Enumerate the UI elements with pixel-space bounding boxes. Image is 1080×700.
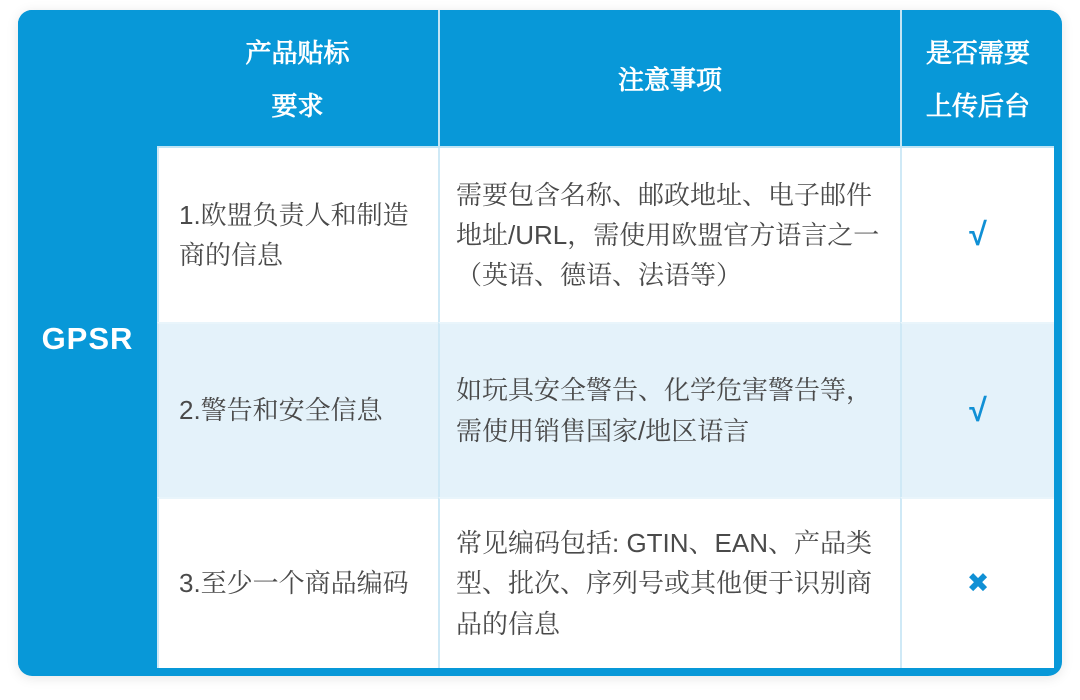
table-grid xyxy=(18,10,1054,668)
header-upload-line1: 是否需要 xyxy=(925,38,1030,68)
table-row-2-note xyxy=(438,322,900,497)
header-labeling-requirements xyxy=(157,10,438,148)
gpsr-requirements-table xyxy=(18,10,1062,676)
table-row-1-note xyxy=(438,148,900,322)
header-labeling-line1: 产品贴标 xyxy=(245,38,350,68)
table-row-3-note xyxy=(438,497,900,668)
row-group-cell xyxy=(18,10,157,668)
note-text: 需要包含名称、邮政地址、电子邮件地址/URL，需使用欧盟官方语言之一（英语、德语、法语等） xyxy=(456,179,880,291)
table-row-1-upload xyxy=(900,148,1054,322)
table-row-2-requirement xyxy=(157,322,438,497)
header-notes xyxy=(438,10,900,148)
note-text: 如玩具安全警告、化学危害警告等，需使用销售国家/地区语言 xyxy=(456,375,873,446)
table-row-3-upload xyxy=(900,497,1054,668)
requirement-text: 1.欧盟负责人和制造商的信息 xyxy=(179,199,409,270)
header-upload-line2: 上传后台 xyxy=(925,91,1030,121)
table-row-3-requirement xyxy=(157,497,438,668)
requirement-text: 2.警告和安全信息 xyxy=(179,395,383,426)
header-notes-label: 注意事项 xyxy=(617,64,722,95)
note-text: 常见编码包括: GTIN、EAN、产品类型、批次、序列号或其他便于识别商品的信息 xyxy=(456,528,873,639)
table-row-2-upload xyxy=(900,322,1054,497)
group-label-gpsr: GPSR xyxy=(41,321,134,356)
header-labeling-line2: 要求 xyxy=(271,91,324,121)
header-upload-required xyxy=(900,10,1054,148)
check-icon: √ xyxy=(969,216,987,253)
check-icon: √ xyxy=(969,391,987,428)
requirement-text: 3.至少一个商品编码 xyxy=(179,568,409,599)
cross-icon: ✖ xyxy=(966,567,990,598)
table-row-1-requirement xyxy=(157,148,438,322)
